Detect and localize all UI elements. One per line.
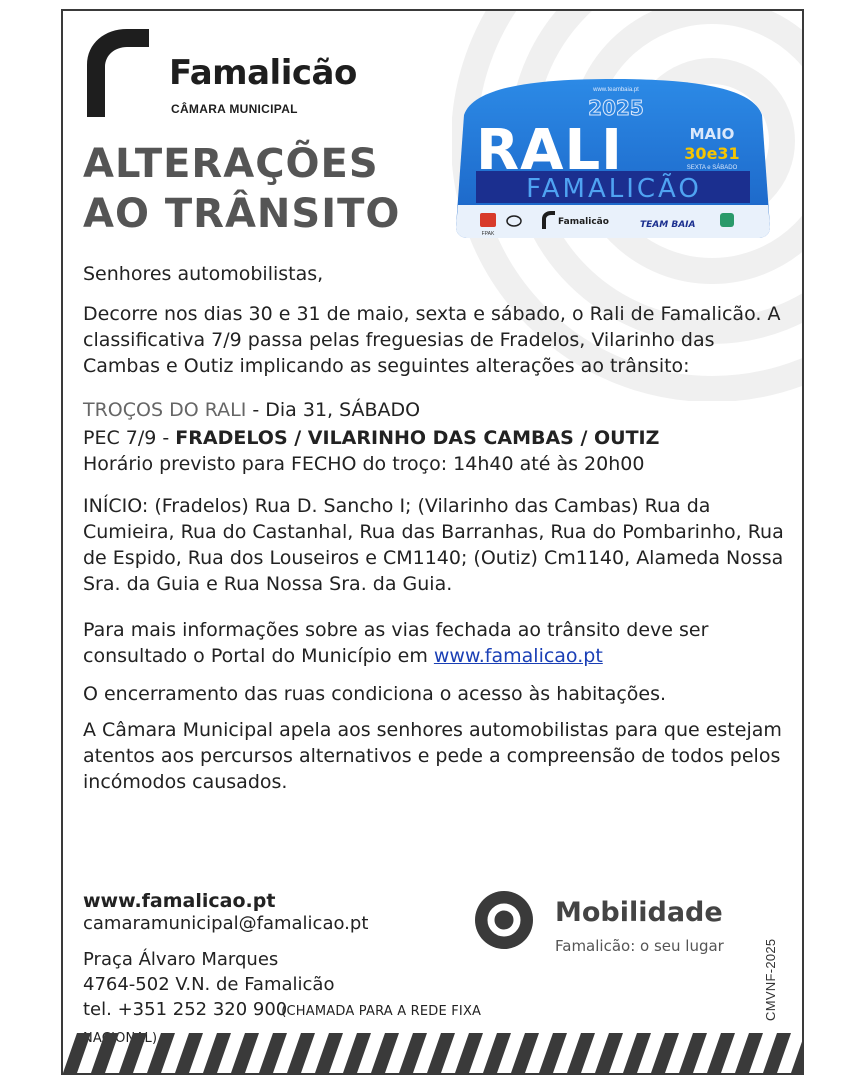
stage-prefix: PEC 7/9 - (83, 427, 176, 449)
rally-url: www.teambaia.pt (593, 87, 639, 93)
famalicao-f-mark-icon (83, 25, 153, 125)
rally-badge (454, 77, 772, 239)
stages-label: TROÇOS DO RALI (83, 399, 247, 421)
address-line-2: 4764-502 V.N. de Famalicão (83, 974, 335, 995)
notice-frame (61, 9, 804, 1075)
stages-day: - Dia 31, SÁBADO (246, 399, 421, 421)
document-code: CMVNF-2025 (763, 938, 778, 1021)
phone-number: tel. +351 252 320 900 (83, 999, 288, 1020)
title-line-1: ALTERAÇÕES (83, 141, 379, 187)
rally-title: RALI (476, 118, 623, 183)
info-paragraph (83, 617, 788, 669)
hazard-stripes (63, 1033, 802, 1073)
stage-line (83, 425, 788, 451)
website-link[interactable]: www.famalicao.pt (83, 890, 276, 912)
logo-name: Famalicão (169, 53, 357, 93)
affected-streets: INÍCIO: (Fradelos) Rua D. Sancho I; (Vilarinho das Cambas) Rua da Cumieira, Rua do Castanhal, Rua das Barranhas, Rua do Pombarinho, Rua de Espido, Rua dos Louseiros e CM1140; (Outiz) Cm1140, Alameda Nossa Sra. da Guia e Rua Nossa Sra. da Guia. (83, 495, 784, 595)
rally-stages-heading (83, 397, 788, 423)
contact-block (83, 889, 503, 1051)
rally-month: MAIO (689, 125, 735, 143)
rally-days: 30e31 (684, 144, 740, 163)
greeting: Senhores automobilistas, (83, 263, 324, 285)
mobility-tagline: Famalicão: o seu lugar (555, 937, 724, 955)
intro-paragraph: Decorre nos dias 30 e 31 de maio, sexta e sábado, o Rali de Famalicão. A classificativa 7/9 passa pelas freguesias de Fradelos, Vilarinho das Cambas e Outiz implicando as seguintes alterações ao trânsito: (83, 303, 781, 377)
page-title (83, 139, 400, 239)
sponsor-fpak: FPAK (481, 231, 495, 237)
rally-subtitle: FAMALICÃO (526, 174, 702, 204)
portal-link[interactable]: www.famalicao.pt (433, 645, 603, 667)
sponsor-team-baia: TEAM BAIA (640, 220, 696, 230)
famalicao-logo (83, 25, 423, 125)
rally-weekdays: SEXTA e SÁBADO (686, 165, 738, 171)
appeal-paragraph: A Câmara Municipal apela aos senhores automobilistas para que estejam atentos aos percursos alternativos e pede a compreensão de todos pelos incómodos causados. (83, 719, 782, 793)
sponsor-famalicao: Famalicão (558, 217, 609, 227)
phone-note: (CHAMADA PARA A REDE FIXA (281, 1004, 482, 1019)
notice-body (83, 261, 788, 795)
stage-route: FRADELOS / VILARINHO DAS CAMBAS / OUTIZ (175, 427, 660, 449)
mobility-brand (473, 889, 763, 959)
park-logo (720, 213, 734, 227)
access-note: O encerramento das ruas condiciona o acesso às habitações. (83, 683, 667, 705)
fpak-logo (480, 213, 496, 227)
mobility-title: Mobilidade (555, 897, 723, 928)
rally-year: 2025 (588, 96, 644, 120)
closure-schedule: Horário previsto para FECHO do troço: 14h40 até às 20h00 (83, 453, 645, 475)
email-link[interactable]: camaramunicipal@famalicao.pt (83, 913, 369, 934)
mobility-ring-icon (473, 889, 535, 951)
info-text: Para mais informações sobre as vias fechada ao trânsito deve ser consultado o Portal do Município em (83, 619, 709, 667)
address-line-1: Praça Álvaro Marques (83, 949, 279, 970)
title-line-2: AO TRÂNSITO (83, 191, 401, 237)
logo-subtitle: CÂMARA MUNICIPAL (171, 102, 298, 116)
